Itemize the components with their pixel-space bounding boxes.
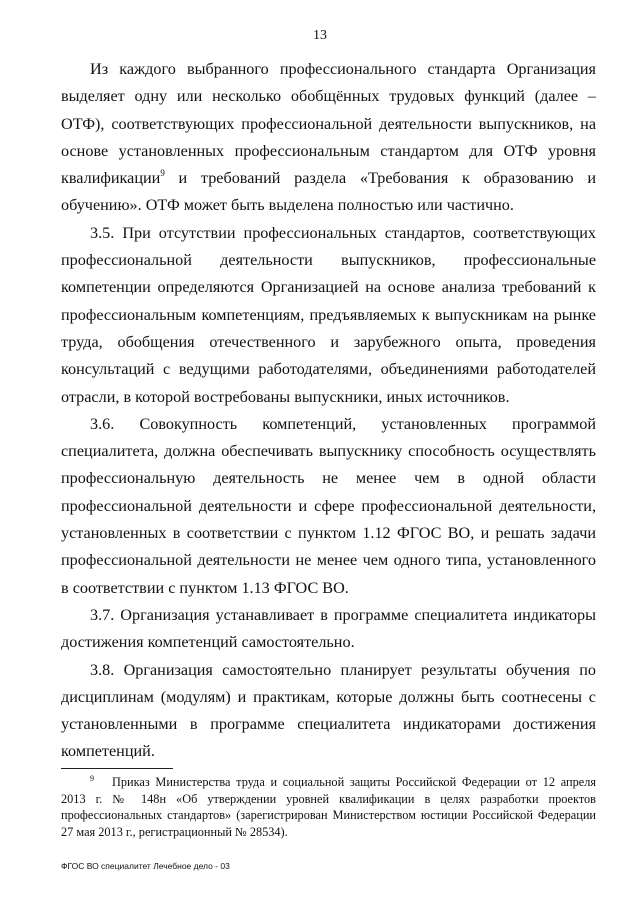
- paragraph-3-5: 3.5. При отсутствии профессиональных стандартов, соответствующих профессиональной деятельности выпускников, профессиональные компетенции определяются Организацией на основе анализа требований к профессиональным компетенциям, предъявляемых к выпускникам на рынке труда, обобщения отечественного и зарубежного опыта, проведения консультаций с ведущими работодателями, объединениями работодателей отрасли, в которой востребованы выпускники, иных источников.: [61, 223, 596, 406]
- footnote-divider: [61, 768, 173, 769]
- footnote-marker: 9: [90, 774, 94, 783]
- page-number: 13: [313, 28, 327, 43]
- footnote-text: Приказ Министерства труда и социальной защиты Российской Федерации от 12 апреля 2013 г. № 148н «Об утверждении уровней квалификации в целях разработки проектов профессиональных стандартов» (зарегистрирован Министерством юстиции Российской Федерации 27 мая 2013 г., регистрационный № 28534).: [61, 775, 596, 839]
- document-body: [61, 56, 596, 766]
- paragraph-otf: [61, 56, 596, 220]
- paragraph-3-7: 3.7. Организация устанавливает в программе специалитета индикаторы достижения компетенций самостоятельно.: [61, 605, 596, 652]
- paragraph-3-8: 3.8. Организация самостоятельно планирует результаты обучения по дисциплинам (модулям) и практикам, которые должны быть соотнесены с установленными в программе специалитета индикаторами достижения компетенций.: [61, 660, 596, 761]
- paragraph-otf-continuation: и требований раздела «Требования к образованию и обучению». ОТФ может быть выделена полностью или частично.: [61, 169, 596, 215]
- paragraph-3-6: 3.6. Совокупность компетенций, установленных программой специалитета, должна обеспечивать выпускнику способность осуществлять профессиональную деятельность не менее чем в одной области профессиональной деятельности и сфере профессиональной деятельности, установленных в соответствии с пунктом 1.12 ФГОС ВО, и решать задачи профессиональной деятельности не менее чем одного типа, установленного в соответствии с пунктом 1.13 ФГОС ВО.: [61, 414, 596, 597]
- page-footer: ФГОС ВО специалитет Лечебное дело - 03: [61, 861, 230, 871]
- paragraph-otf-text: Из каждого выбранного профессионального стандарта Организация выделяет одну или несколько обобщённых трудовых функций (далее – ОТФ), соответствующих профессиональной деятельности выпускников, на основе установленных профессиональным стандартом для ОТФ уровня квалификации: [61, 60, 596, 188]
- footnote-9: [61, 774, 596, 840]
- footnote-ref-9[interactable]: 9: [160, 168, 165, 179]
